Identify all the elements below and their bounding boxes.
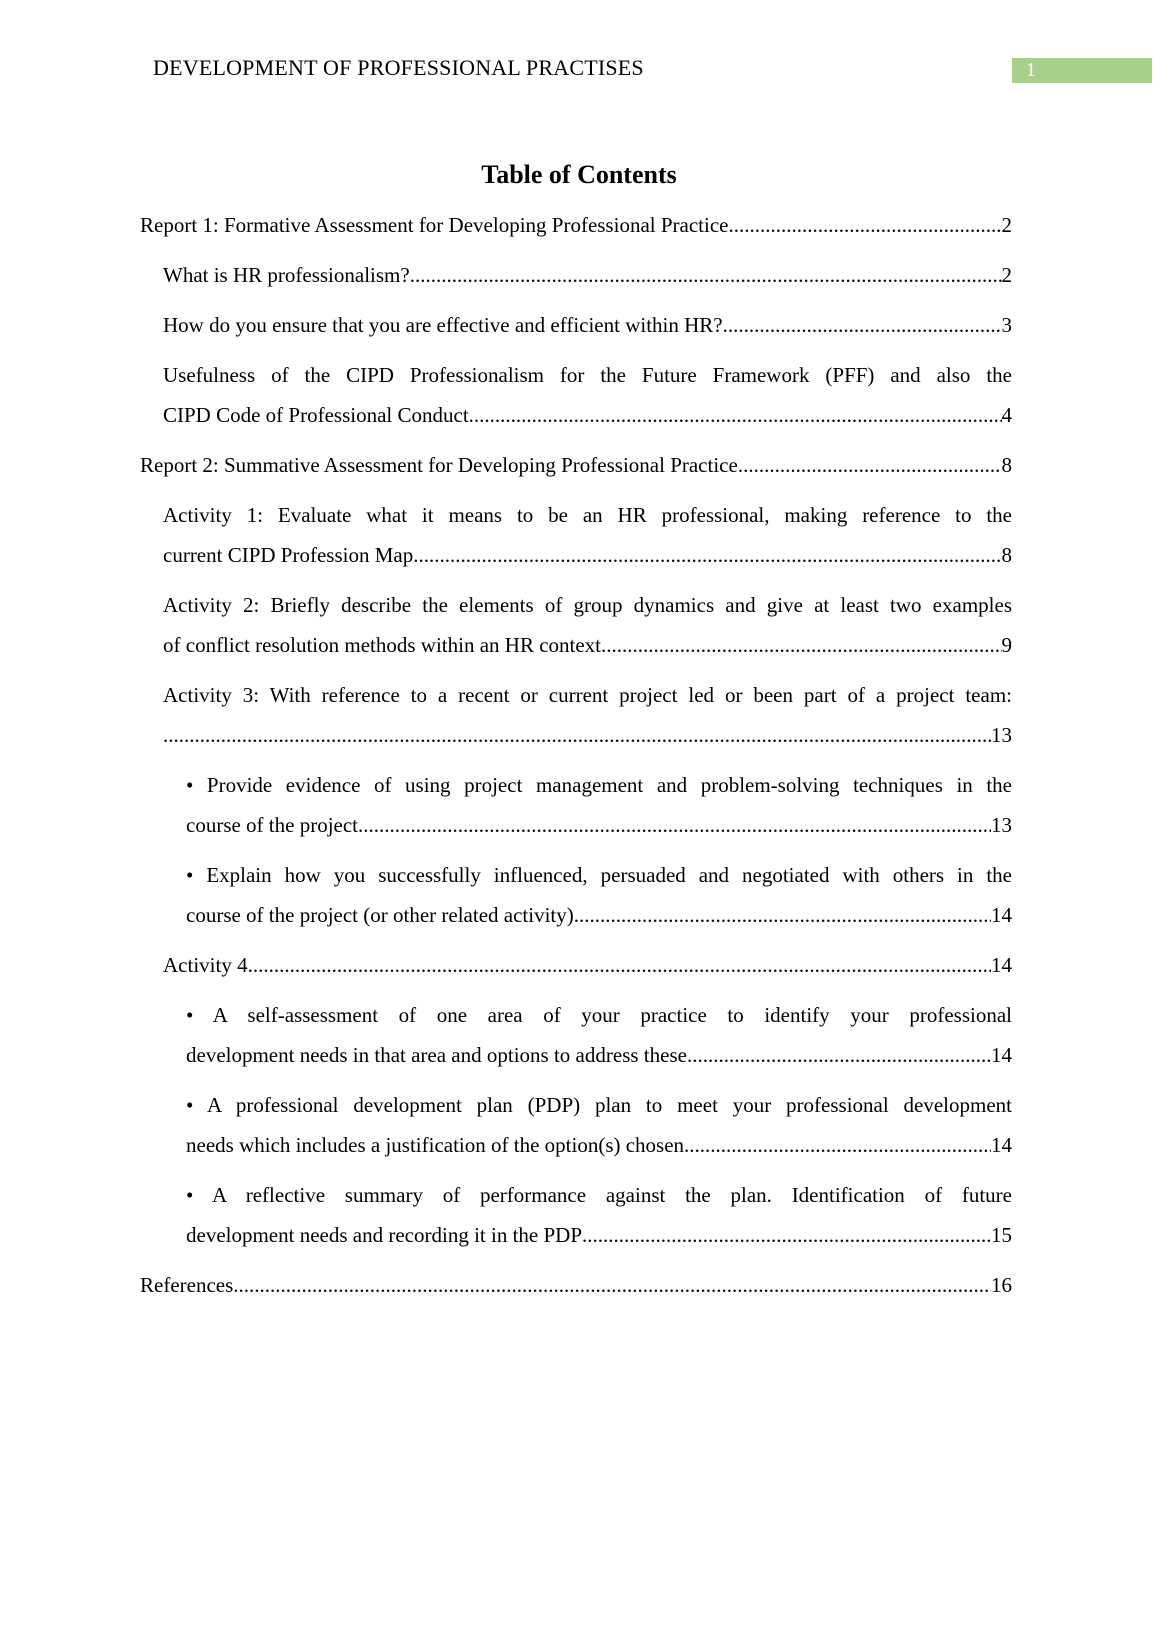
toc-entry-leader-line <box>163 945 1012 985</box>
dot-leader <box>601 625 1001 665</box>
toc-entry-title: Report 1: Formative Assessment for Developing Professional Practice <box>140 213 729 237</box>
toc-entry[interactable] <box>140 995 1012 1075</box>
toc-entry[interactable] <box>140 765 1012 845</box>
toc-entry-leader-line <box>163 395 1012 435</box>
toc-entry-leader-line <box>163 535 1012 575</box>
toc-entry-title: current CIPD Profession Map <box>163 543 414 567</box>
toc-entry-text-line: • A self-assessment of one area of your practice to identify your professional <box>186 1003 1012 1027</box>
dot-leader <box>410 255 1002 295</box>
toc-page-number: 2 <box>1001 263 1012 287</box>
toc-entry-leader-line <box>163 305 1012 345</box>
toc-title: Table of Contents <box>481 160 677 189</box>
dot-leader <box>738 445 1002 485</box>
toc-entry-text-line: Activity 1: Evaluate what it means to be an HR professional, making reference to the <box>163 503 1012 527</box>
toc-page-number: 4 <box>1001 403 1012 427</box>
dot-leader <box>574 895 991 935</box>
dot-leader <box>728 205 1001 245</box>
toc-entry-leader-line <box>163 255 1012 295</box>
toc-page-number: 8 <box>1001 543 1012 567</box>
toc-entry-leader-line <box>163 715 1012 755</box>
toc-entry[interactable] <box>140 855 1012 935</box>
toc-entry[interactable] <box>140 205 1012 245</box>
toc-entry-leader-line <box>140 1265 1012 1305</box>
dot-leader <box>248 945 991 985</box>
toc-entry-title: Report 2: Summative Assessment for Developing Professional Practice <box>140 453 738 477</box>
toc-entry[interactable] <box>140 675 1012 755</box>
toc-entry-title: CIPD Code of Professional Conduct <box>163 403 469 427</box>
running-header-title: DEVELOPMENT OF PROFESSIONAL PRACTISES <box>153 55 644 80</box>
toc-entry[interactable] <box>140 945 1012 985</box>
toc-page-number: 14 <box>991 1043 1012 1067</box>
toc-page-number: 14 <box>991 1133 1012 1157</box>
toc-entry-text-line: • A reflective summary of performance against the plan. Identification of future <box>186 1183 1012 1207</box>
toc-entry-title: needs which includes a justification of the option(s) chosen <box>186 1133 685 1157</box>
toc-entry-leader-line <box>186 895 1012 935</box>
toc-entry-title: development needs in that area and options to address these <box>186 1043 687 1067</box>
dot-leader <box>413 535 1001 575</box>
toc-entry-title: development needs and recording it in the PDP <box>186 1223 582 1247</box>
toc-entry[interactable] <box>140 1265 1012 1305</box>
toc-entry[interactable] <box>140 585 1012 665</box>
toc-entry[interactable] <box>140 355 1012 435</box>
toc-entry[interactable] <box>140 1085 1012 1165</box>
toc-entry[interactable] <box>140 495 1012 575</box>
toc-entry-title: Activity 4 <box>163 953 248 977</box>
toc-entry-title: What is HR professionalism? <box>163 263 410 287</box>
dot-leader <box>687 1035 991 1075</box>
toc-page-number: 13 <box>991 813 1012 837</box>
toc-entry-leader-line <box>140 205 1012 245</box>
dot-leader <box>582 1215 991 1255</box>
toc-entry-text-line: • Provide evidence of using project management and problem-solving techniques in the <box>186 773 1012 797</box>
toc-entry-title: How do you ensure that you are effective and efficient within HR? <box>163 313 723 337</box>
toc-entry-leader-line <box>140 445 1012 485</box>
toc-page-number: 2 <box>1001 213 1012 237</box>
toc-page-number: 8 <box>1001 453 1012 477</box>
toc-page-number: 13 <box>991 723 1012 747</box>
dot-leader <box>684 1125 991 1165</box>
toc-entry[interactable] <box>140 255 1012 295</box>
toc-entry-text-line: Usefulness of the CIPD Professionalism for the Future Framework (PFF) and also the <box>163 363 1012 387</box>
toc-entry[interactable] <box>140 1175 1012 1255</box>
toc-entry-leader-line <box>186 1215 1012 1255</box>
toc-entry[interactable] <box>140 445 1012 485</box>
toc-entry-text-line: Activity 2: Briefly describe the elements of group dynamics and give at least two examples <box>163 593 1012 617</box>
toc-page-number: 14 <box>991 903 1012 927</box>
dot-leader <box>233 1265 991 1305</box>
toc-entry-text-line: • Explain how you successfully influenced, persuaded and negotiated with others in the <box>186 863 1012 887</box>
toc-entry-leader-line <box>186 1125 1012 1165</box>
dot-leader <box>469 395 1002 435</box>
dot-leader <box>358 805 991 845</box>
toc-entry-leader-line <box>186 1035 1012 1075</box>
toc-entry-text-line: Activity 3: With reference to a recent or current project led or been part of a project team: <box>163 683 1012 707</box>
toc-entry-title: course of the project <box>186 813 359 837</box>
toc-page-number: 16 <box>991 1273 1012 1297</box>
toc-entry-title: course of the project (or other related activity) <box>186 903 574 927</box>
dot-leader <box>163 715 991 755</box>
toc-entry[interactable] <box>140 305 1012 345</box>
toc-entry-leader-line <box>186 805 1012 845</box>
toc-entry-leader-line <box>163 625 1012 665</box>
toc-page-number: 9 <box>1001 633 1012 657</box>
page-number-badge: 1 <box>1012 58 1152 83</box>
toc-entry-title: References <box>140 1273 234 1297</box>
toc-entry-text-line: • A professional development plan (PDP) plan to meet your professional development <box>186 1093 1012 1117</box>
toc-entry-title: of conflict resolution methods within an HR context <box>163 633 602 657</box>
toc-page-number: 3 <box>1001 313 1012 337</box>
toc-page-number: 14 <box>991 953 1012 977</box>
toc-page-number: 15 <box>991 1223 1012 1247</box>
table-of-contents <box>140 205 1012 1315</box>
dot-leader <box>723 305 1002 345</box>
